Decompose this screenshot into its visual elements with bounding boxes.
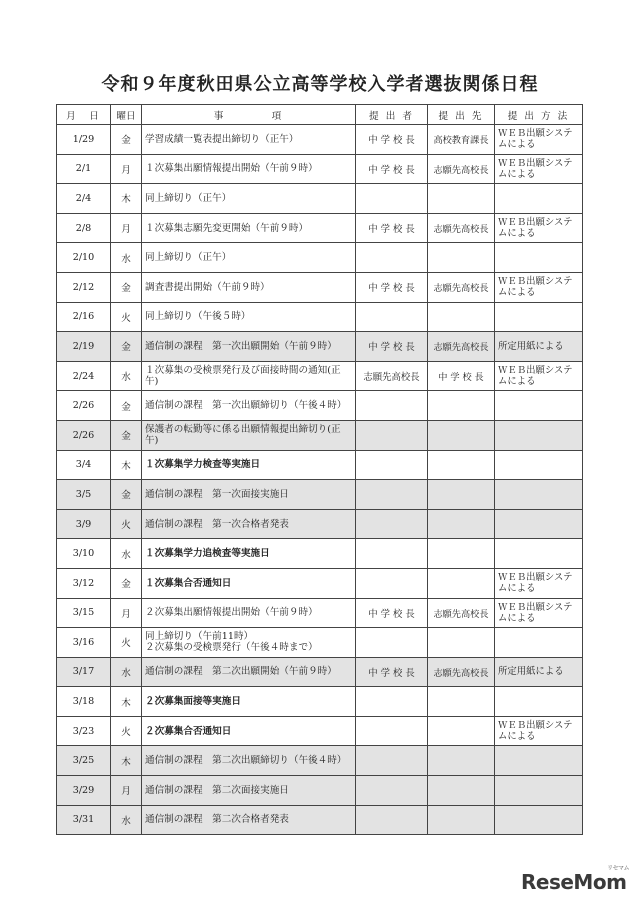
schedule-body xyxy=(57,125,583,835)
row-destination xyxy=(428,687,495,717)
row-item: 同上締切り（午前11時） ２次募集の受検票発行（午後４時まで） xyxy=(142,628,356,658)
row-date: 3/15 xyxy=(57,598,111,628)
row-method xyxy=(495,539,583,569)
row-destination: 志願先高校長 xyxy=(428,154,495,184)
table-row xyxy=(57,272,583,302)
row-submitter xyxy=(356,716,428,746)
row-item: 通信制の課程 第一次出願開始（午前９時） xyxy=(142,332,356,362)
row-method xyxy=(495,628,583,658)
row-date: 2/8 xyxy=(57,213,111,243)
row-item: ２次募集面接等実施日 xyxy=(142,687,356,717)
row-method: ＷＥＢ出願システムによる xyxy=(495,716,583,746)
row-method: ＷＥＢ出願システムによる xyxy=(495,272,583,302)
table-row xyxy=(57,125,583,155)
row-submitter xyxy=(356,805,428,835)
row-date: 2/26 xyxy=(57,420,111,450)
row-item: １次募集学力追検査等実施日 xyxy=(142,539,356,569)
table-row xyxy=(57,480,583,510)
row-submitter xyxy=(356,539,428,569)
row-day: 木 xyxy=(111,746,142,776)
row-day: 金 xyxy=(111,272,142,302)
table-row xyxy=(57,332,583,362)
row-submitter xyxy=(356,628,428,658)
row-destination xyxy=(428,628,495,658)
row-submitter: 中 学 校 長 xyxy=(356,272,428,302)
row-destination xyxy=(428,391,495,421)
row-submitter xyxy=(356,687,428,717)
row-destination: 志願先高校長 xyxy=(428,213,495,243)
row-destination xyxy=(428,805,495,835)
row-destination xyxy=(428,420,495,450)
row-destination xyxy=(428,243,495,273)
table-row xyxy=(57,450,583,480)
table-row xyxy=(57,568,583,598)
row-date: 3/31 xyxy=(57,805,111,835)
row-method xyxy=(495,805,583,835)
row-day: 火 xyxy=(111,509,142,539)
row-date: 2/12 xyxy=(57,272,111,302)
table-row xyxy=(57,391,583,421)
row-date: 2/26 xyxy=(57,391,111,421)
row-date: 2/19 xyxy=(57,332,111,362)
header-item: 事 項 xyxy=(142,105,356,125)
row-method xyxy=(495,776,583,806)
row-date: 1/29 xyxy=(57,125,111,155)
row-destination xyxy=(428,776,495,806)
table-row xyxy=(57,184,583,214)
row-day: 金 xyxy=(111,125,142,155)
row-submitter xyxy=(356,450,428,480)
row-submitter: 中 学 校 長 xyxy=(356,598,428,628)
row-item: 通信制の課程 第一次合格者発表 xyxy=(142,509,356,539)
row-submitter xyxy=(356,746,428,776)
header-submitter: 提 出 者 xyxy=(356,105,428,125)
row-date: 3/29 xyxy=(57,776,111,806)
logo-text: ReseMom xyxy=(521,870,627,894)
row-item: 同上締切り（正午） xyxy=(142,184,356,214)
row-item: 通信制の課程 第一次面接実施日 xyxy=(142,480,356,510)
row-destination xyxy=(428,539,495,569)
row-destination: 志願先高校長 xyxy=(428,332,495,362)
row-day: 金 xyxy=(111,332,142,362)
row-day: 金 xyxy=(111,420,142,450)
row-date: 3/12 xyxy=(57,568,111,598)
row-item: ２次募集出願情報提出開始（午前９時） xyxy=(142,598,356,628)
row-day: 水 xyxy=(111,657,142,687)
table-row xyxy=(57,657,583,687)
row-submitter: 中 学 校 長 xyxy=(356,125,428,155)
row-destination: 中 学 校 長 xyxy=(428,361,495,391)
row-method xyxy=(495,243,583,273)
row-date: 2/1 xyxy=(57,154,111,184)
row-day: 金 xyxy=(111,568,142,598)
row-day: 水 xyxy=(111,361,142,391)
table-row xyxy=(57,213,583,243)
table-row xyxy=(57,628,583,658)
row-method: ＷＥＢ出願システムによる xyxy=(495,213,583,243)
row-destination xyxy=(428,568,495,598)
resemom-logo xyxy=(521,865,631,896)
row-date: 3/23 xyxy=(57,716,111,746)
row-destination: 志願先高校長 xyxy=(428,598,495,628)
row-day: 火 xyxy=(111,716,142,746)
row-method xyxy=(495,184,583,214)
row-submitter xyxy=(356,302,428,332)
row-item: １次募集志願先変更開始（午前９時） xyxy=(142,213,356,243)
row-day: 木 xyxy=(111,450,142,480)
row-item: 通信制の課程 第二次面接実施日 xyxy=(142,776,356,806)
row-destination xyxy=(428,302,495,332)
row-submitter: 中 学 校 長 xyxy=(356,657,428,687)
table-row xyxy=(57,598,583,628)
row-submitter xyxy=(356,184,428,214)
row-item: １次募集出願情報提出開始（午前９時） xyxy=(142,154,356,184)
page-title: 令和９年度秋田県公立高等学校入学者選抜関係日程 xyxy=(101,74,539,95)
row-submitter: 志願先高校長 xyxy=(356,361,428,391)
row-day: 木 xyxy=(111,184,142,214)
row-method: ＷＥＢ出願システムによる xyxy=(495,125,583,155)
row-day: 月 xyxy=(111,154,142,184)
row-date: 2/10 xyxy=(57,243,111,273)
header-method: 提 出 方 法 xyxy=(495,105,583,125)
row-destination xyxy=(428,746,495,776)
table-row xyxy=(57,509,583,539)
table-row xyxy=(57,154,583,184)
row-submitter: 中 学 校 長 xyxy=(356,154,428,184)
row-item: 通信制の課程 第二次出願締切り（午後４時） xyxy=(142,746,356,776)
header-date: 月 日 xyxy=(57,105,111,125)
row-destination xyxy=(428,716,495,746)
row-destination xyxy=(428,480,495,510)
row-method xyxy=(495,420,583,450)
logo-subtext: リセマム xyxy=(607,865,629,872)
row-method: 所定用紙による xyxy=(495,657,583,687)
row-item: 学習成績一覧表提出締切り（正午） xyxy=(142,125,356,155)
row-item: １次募集学力検査等実施日 xyxy=(142,450,356,480)
row-method: ＷＥＢ出願システムによる xyxy=(495,598,583,628)
row-method: ＷＥＢ出願システムによる xyxy=(495,361,583,391)
header-day: 曜日 xyxy=(111,105,142,125)
table-row xyxy=(57,539,583,569)
row-destination xyxy=(428,509,495,539)
table-row xyxy=(57,243,583,273)
row-method xyxy=(495,302,583,332)
row-date: 2/4 xyxy=(57,184,111,214)
row-date: 3/25 xyxy=(57,746,111,776)
row-item: 通信制の課程 第二次出願開始（午前９時） xyxy=(142,657,356,687)
row-item: 通信制の課程 第二次合格者発表 xyxy=(142,805,356,835)
row-submitter xyxy=(356,243,428,273)
row-item: ２次募集合否通知日 xyxy=(142,716,356,746)
row-submitter xyxy=(356,568,428,598)
row-day: 月 xyxy=(111,213,142,243)
schedule-table xyxy=(56,104,583,835)
row-method: 所定用紙による xyxy=(495,332,583,362)
row-day: 水 xyxy=(111,539,142,569)
row-submitter xyxy=(356,420,428,450)
header-destination: 提 出 先 xyxy=(428,105,495,125)
table-row xyxy=(57,687,583,717)
row-destination: 高校教育課長 xyxy=(428,125,495,155)
row-item: 調査書提出開始（午前９時） xyxy=(142,272,356,302)
row-day: 金 xyxy=(111,480,142,510)
row-item: 保護者の転勤等に係る出願情報提出締切り(正午) xyxy=(142,420,356,450)
row-submitter xyxy=(356,391,428,421)
table-row xyxy=(57,420,583,450)
row-day: 火 xyxy=(111,628,142,658)
table-row xyxy=(57,746,583,776)
row-destination xyxy=(428,450,495,480)
row-item: １次募集合否通知日 xyxy=(142,568,356,598)
row-day: 月 xyxy=(111,598,142,628)
row-day: 水 xyxy=(111,805,142,835)
row-day: 金 xyxy=(111,391,142,421)
row-method xyxy=(495,450,583,480)
row-submitter xyxy=(356,480,428,510)
table-header-row xyxy=(57,105,583,125)
row-item: １次募集の受検票発行及び面接時間の通知(正午) xyxy=(142,361,356,391)
row-destination: 志願先高校長 xyxy=(428,272,495,302)
row-date: 2/16 xyxy=(57,302,111,332)
row-method xyxy=(495,480,583,510)
row-method xyxy=(495,746,583,776)
row-destination: 志願先高校長 xyxy=(428,657,495,687)
row-day: 水 xyxy=(111,243,142,273)
row-method xyxy=(495,687,583,717)
row-date: 3/9 xyxy=(57,509,111,539)
row-submitter xyxy=(356,776,428,806)
row-submitter: 中 学 校 長 xyxy=(356,332,428,362)
table-row xyxy=(57,361,583,391)
row-date: 3/17 xyxy=(57,657,111,687)
row-date: 3/16 xyxy=(57,628,111,658)
row-submitter: 中 学 校 長 xyxy=(356,213,428,243)
row-day: 火 xyxy=(111,302,142,332)
row-date: 3/18 xyxy=(57,687,111,717)
row-method: ＷＥＢ出願システムによる xyxy=(495,154,583,184)
row-item: 同上締切り（正午） xyxy=(142,243,356,273)
row-day: 木 xyxy=(111,687,142,717)
row-item: 同上締切り（午後５時） xyxy=(142,302,356,332)
row-item: 通信制の課程 第一次出願締切り（午後４時） xyxy=(142,391,356,421)
row-date: 3/5 xyxy=(57,480,111,510)
table-row xyxy=(57,302,583,332)
row-date: 3/4 xyxy=(57,450,111,480)
row-day: 月 xyxy=(111,776,142,806)
row-method: ＷＥＢ出願システムによる xyxy=(495,568,583,598)
row-date: 2/24 xyxy=(57,361,111,391)
row-method xyxy=(495,509,583,539)
row-submitter xyxy=(356,509,428,539)
row-destination xyxy=(428,184,495,214)
row-method xyxy=(495,391,583,421)
table-row xyxy=(57,716,583,746)
table-row xyxy=(57,776,583,806)
table-row xyxy=(57,805,583,835)
row-date: 3/10 xyxy=(57,539,111,569)
